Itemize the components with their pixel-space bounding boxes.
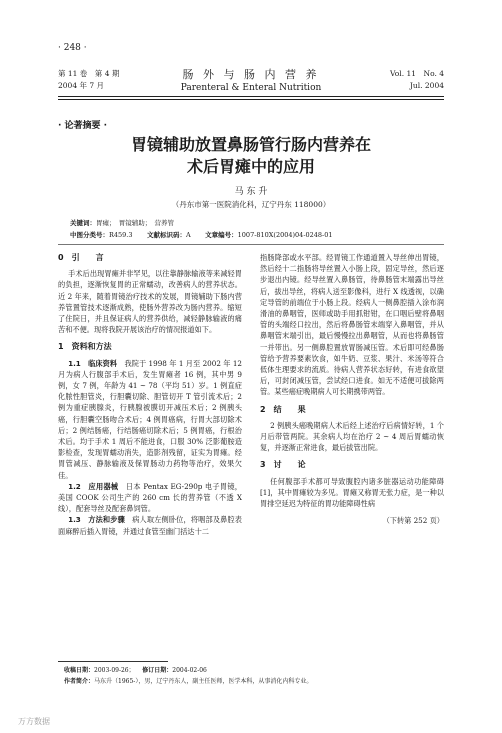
footnote-dates: [64, 666, 207, 675]
author-info: 马东升（1965-），男，辽宁丹东人，副主任医师，医学本科，从事消化内科专业。: [94, 678, 313, 685]
clc-value: R459.3: [109, 231, 133, 239]
title-line-2: 术后胃瘫中的应用: [186, 157, 315, 176]
discussion-heading: 3 讨 论: [260, 460, 306, 470]
clinical-data-paragraph: [58, 358, 242, 481]
watermark: 万方数据: [18, 717, 50, 726]
doc-code-label: 文献标识码：: [146, 231, 186, 239]
clinical-data-text: 我院于 1998 年 1 月至 2002 年 12 月为病人行腹部手术后，发生胃瘫者 16 例，其中男 9 例，女 7 例，年龄为 41 ~ 78（平均 51）岁。1 例直症化脓性胆管炎，行胆囊切除、胆管切开 T 管引流术后；2 例为重症胰腺炎，行胰腺被膜切开减压术后；2 例胰头癌，行胆囊空肠吻合术后；4 例胃癌病，行胃大部切除术后；2 例结肠癌，行结肠癌切除术后；5 例胃癌，行根治术后。均于手术 1 周后不能进食，口服 30% 泛影葡胺造影检查，发现胃蠕动消失，造影剂残留，证实为胃瘫。经胃管减压、静脉输液及保胃肠动力药物等治疗，效果欠佳。: [58, 358, 243, 480]
methods-text: 病人取左侧卧位，将咽部及鼻腔表面麻醉后插入胃镜，并通过食管至幽门括达十二: [58, 515, 242, 536]
received-date: 2003-09-26；: [94, 667, 135, 674]
discussion-paragraph: 任何腹部手术都可导致腹腔内诸多脏器运动功能障碍[1]，其中胃瘫较为多见。胃瘫又称胃无张力症，是一种以胃排空延迟为特征的胃功能障碍性病: [260, 476, 444, 509]
header-volume: 第 11 卷 第 4 期: [58, 69, 120, 78]
right-column: [260, 252, 444, 526]
journal-title-en: Parenteral & Enteral Nutrition: [180, 83, 322, 93]
instruments-paragraph: [58, 481, 242, 515]
header-date: 2004 年 7 月: [58, 81, 105, 90]
header-right: [390, 68, 444, 92]
intro-heading: 0 引 言: [58, 253, 104, 262]
affiliation: （丹东市第一医院消化科，辽宁丹东 118000）: [171, 200, 331, 209]
classification: [70, 230, 333, 240]
clinical-data-label: 1.1 临床资料: [68, 358, 118, 368]
results-paragraph: 2 例胰头癌晚期病人术后经上述治疗后病情好转，1 个月后带管两院。其余病人均在治疗 2 ~ 4 周后胃蠕动恢复，并逐渐正常进食，最后拔管出院。: [260, 420, 444, 453]
header-journal: [140, 68, 362, 95]
intro-paragraph: 手术后出现胃瘫并非罕见，以往靠静脉输液等来减轻胃的负担，逐渐恢复胃的正常蠕动，改善病人的营养状态。近 2 年来，随着胃镜治疗技术的发展，胃镜辅助下肠内营养管置管技术逐渐成熟，使肠外营养改为肠内营养。缩短了住院日，并且保证病人的营养供给，减轻静脉输液的痛苦和不便。现将我院开展该治疗的情况报道如下。: [58, 269, 242, 335]
received-label: 收稿日期：: [64, 667, 95, 674]
article-id-value: 1007-810X(2004)04-0248-01: [237, 231, 333, 239]
section-tag: · 论著摘要 ·: [58, 121, 108, 131]
journal-title-cn: 肠 外 与 肠 内 营 养: [182, 68, 320, 81]
footnote-rule: [58, 661, 168, 662]
continued-note: （下转第 252 页）: [382, 516, 444, 526]
author: 马 东 升: [234, 187, 268, 197]
clc-label: 中图分类号：: [70, 231, 109, 239]
instruments-text: 日本 Pentax EG-290p 电子胃镜，美国 COOK 公司生产的 260 cm 长的营养管（不透 X 线），配套导丝及配套鼻饲管。: [58, 481, 242, 514]
methods-continued-paragraph: 指肠降部或水平部。经胃镜工作通道置入导丝伸出胃镜，然后经十二指肠将导丝置入小肠上段，固定导丝，然后逐步退出内镜。经导丝置入鼻肠管，待鼻肠管末端露出导丝后，拔出导丝，将病人送至影像科，进行 X 线透视，以确定导管的前端位于小肠上段。经病人一侧鼻腔插入涂布润滑油的鼻咽管，医师或助手用抓钳钳，在口咽后壁将鼻咽管的头端经口拉出，然后将鼻肠管末端穿入鼻咽管，并从鼻咽管末端引出，最后慢慢拉出鼻咽管，从而也将鼻肠管一并带出。另一侧鼻腔置放胃肠减压管。术后即可经鼻肠管给予营养要素饮食，如牛奶、豆浆、果汁、米汤等符合低体生理要求的流质。待病人营养状态好转，有进食欲望后，可封闭减压管，尝试经口进食。如无不适便可拔除两管。某些癌症晚期病人可长期携带两管。: [260, 253, 444, 397]
keywords-value: 胃瘫； 胃镜辅助； 营养管: [96, 219, 174, 227]
revised-date: 2004-02-06: [172, 667, 207, 674]
results-heading: 2 结 果: [260, 404, 306, 414]
keywords: [70, 218, 174, 228]
doc-code-value: A: [185, 231, 191, 239]
methods-label: 1.3 方法和步骤: [68, 515, 125, 525]
materials-heading: 1 资料和方法: [58, 342, 112, 352]
instruments-label: 1.2 应用器械: [68, 481, 119, 491]
page-number: · 248 ·: [58, 43, 87, 53]
left-column: [58, 252, 242, 537]
header-left: [58, 68, 119, 92]
header-rule-bottom: [58, 99, 444, 100]
header-month: Jul. 2004: [409, 81, 444, 90]
footnote-author: [64, 677, 312, 686]
article-id-label: 文章编号：: [205, 231, 238, 239]
article-title: [58, 134, 444, 178]
keywords-label: 关键词：: [70, 219, 96, 227]
meta-rule: [58, 244, 444, 245]
header-vol-no: Vol. 11 No. 4: [390, 69, 444, 78]
methods-paragraph: [58, 514, 242, 536]
header-rule-top: [58, 96, 444, 97]
title-line-1: 胃镜辅助放置鼻肠管行肠内营养在: [130, 135, 371, 154]
revised-label: 修订日期：: [142, 667, 173, 674]
author-info-label: 作者简介：: [64, 678, 95, 685]
